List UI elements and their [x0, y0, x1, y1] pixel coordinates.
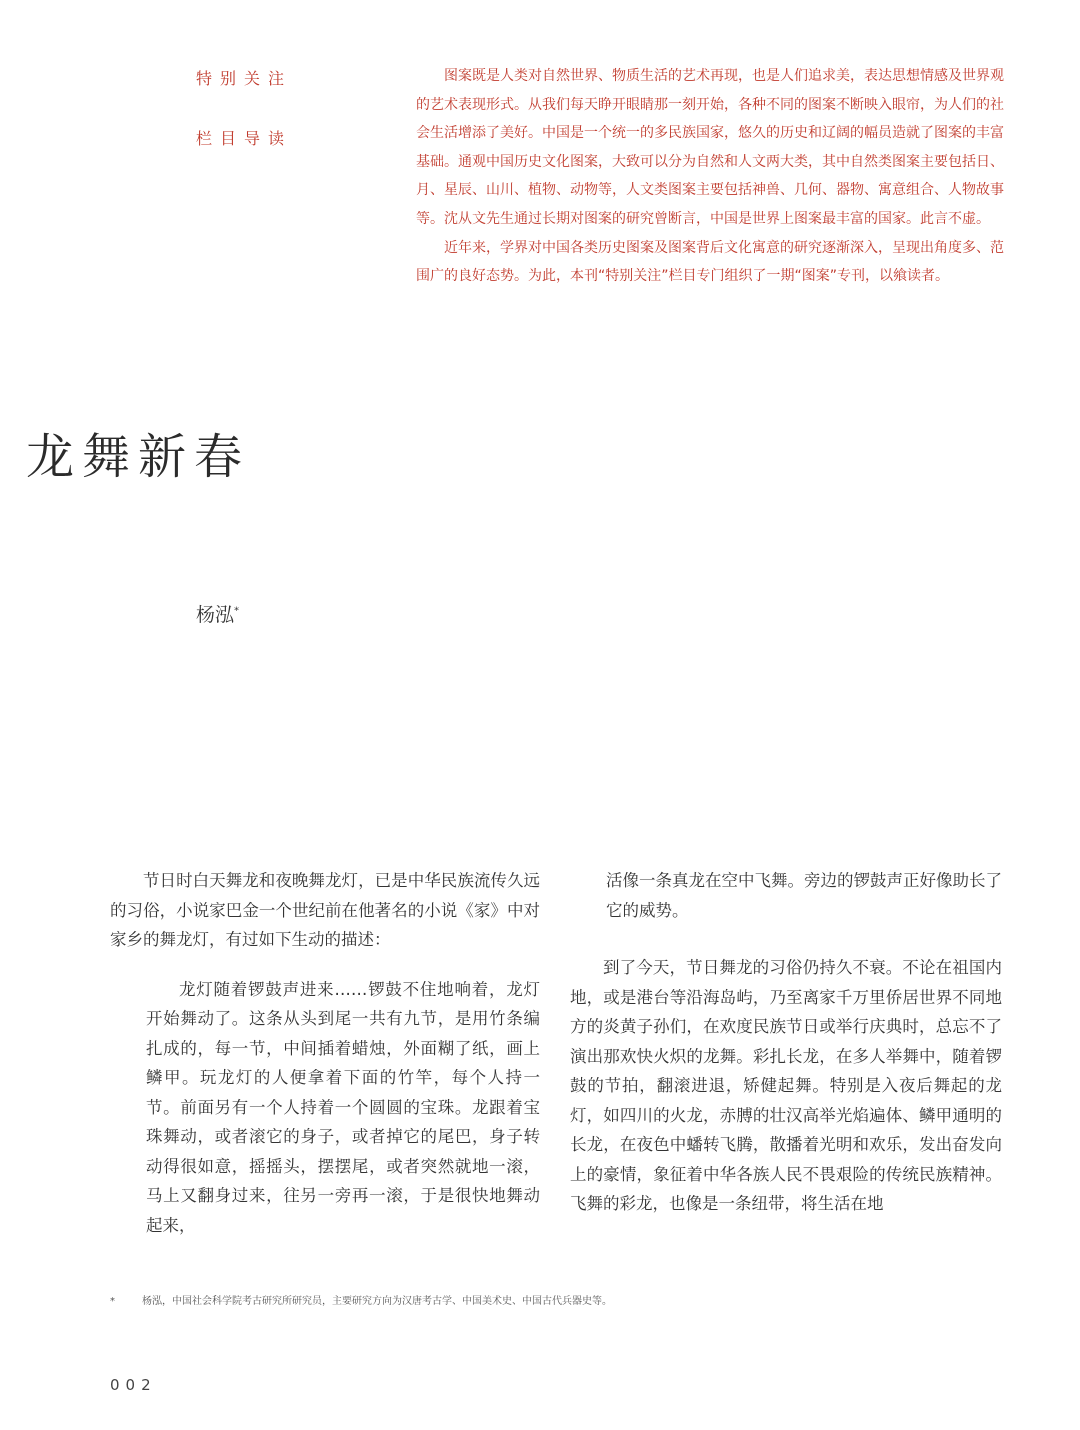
footnote-text: 杨泓，中国社会科学院考古研究所研究员，主要研究方向为汉唐考古学、中国美术史、中国古代兵器史等。 — [142, 1296, 612, 1307]
body-column-right — [570, 866, 1002, 1219]
article-title: 龙舞新春 — [26, 429, 251, 485]
intro-paragraph: 图案既是人类对自然世界、物质生活的艺术再现，也是人们追求美，表达思想情感及世界观的艺术表现形式。从我们每天睁开眼睛那一刻开始，各种不同的图案不断映入眼帘，为人们的社会生活增添了美好。中国是一个统一的多民族国家，悠久的历史和辽阔的幅员造就了图案的丰富基础。通观中国历史文化图案，大致可以分为自然和人文两大类，其中自然类图案主要包括日、月、星辰、山川、植物、动物等，人文类图案主要包括神兽、几何、器物、寓意组合、人物故事等。沈从文先生通过长期对图案的研究曾断言，中国是世界上图案最丰富的国家。此言不虚。 — [416, 68, 1004, 227]
body-paragraph: 节日时白天舞龙和夜晚舞龙灯，已是中华民族流传久远的习俗，小说家巴金一个世纪前在他著名的小说《家》中对家乡的舞龙灯，有过如下生动的描述： — [110, 871, 540, 949]
section-intro — [416, 62, 1004, 291]
page-number: 002 — [110, 1376, 157, 1394]
body-paragraph: 到了今天，节日舞龙的习俗仍持久不衰。不论在祖国内地，或是港台等沿海岛屿，乃至离家千万里侨居世界不同地方的炎黄子孙们，在欢度民族节日或举行庆典时，总忘不了演出那欢快火炽的龙舞。彩扎长龙，在多人举舞中，随着锣鼓的节拍，翻滚进退，矫健起舞。特别是入夜后舞起的龙灯，如四川的火龙，赤膊的壮汉高举光焰遍体、鳞甲通明的长龙，在夜色中蟠转飞腾，散播着光明和欢乐，发出奋发向上的豪情，象征着中华各族人民不畏艰险的传统民族精神。飞舞的彩龙，也像是一条纽带，将生活在地 — [570, 958, 1002, 1213]
footnote — [110, 1292, 612, 1307]
author-footnote-mark: * — [234, 605, 240, 617]
block-quote: 龙灯随着锣鼓声进来……锣鼓不住地响着，龙灯开始舞动了。这条从头到尾一共有九节，是用竹条编扎成的，每一节，中间插着蜡烛，外面糊了纸，画上鳞甲。玩龙灯的人便拿着下面的竹竿，每个人持一节。前面另有一个人持着一个圆圆的宝珠。龙跟着宝珠舞动，或者滚它的身子，或者掉它的尾巴，身子转动得很如意，摇摇头，摆摆尾，或者突然就地一滚，马上又翻身过来，往另一旁再一滚，于是很快地舞动起来， — [146, 979, 540, 1235]
author-name: 杨泓 — [196, 604, 235, 626]
author-byline — [196, 600, 239, 627]
block-quote-continued: 活像一条真龙在空中飞舞。旁边的锣鼓声正好像助长了它的威势。 — [606, 871, 1002, 920]
body-column-left — [110, 866, 540, 1240]
intro-paragraph: 近年来，学界对中国各类历史图案及图案背后文化寓意的研究逐渐深入，呈现出角度多、范围广的良好态势。为此，本刊“特别关注”栏目专门组织了一期“图案”专刊，以飨读者。 — [416, 239, 1004, 285]
section-label: 特别关注 — [196, 69, 293, 88]
footnote-mark: * — [110, 1296, 115, 1307]
section-subtitle: 栏目导读 — [196, 129, 293, 148]
